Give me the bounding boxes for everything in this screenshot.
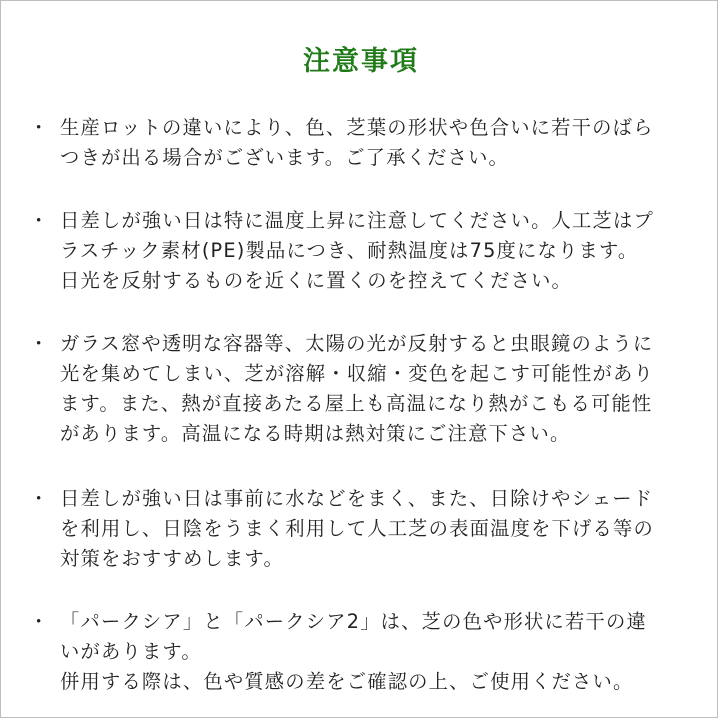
note-line: ラスチック素材(PE)製品につき、耐熱温度は75度になります。	[60, 239, 639, 262]
note-line: を利用し、日陰をうまく利用して人工芝の表面温度を下げる等の	[60, 517, 654, 540]
note-item	[29, 113, 699, 173]
note-line: 生産ロットの違いにより、色、芝葉の形状や色合いに若干のばら	[60, 116, 654, 139]
note-line: つきが出る場合がございます。ご了承ください。	[60, 146, 510, 169]
note-item	[29, 329, 699, 449]
bullet: ・	[29, 610, 50, 633]
note-item	[29, 206, 699, 296]
note-line: 日差しが強い日は特に温度上昇に注意してください。人工芝はプ	[60, 209, 654, 232]
note-text	[60, 329, 699, 449]
note-line: 光を集めてしまい、芝が溶解・収縮・変色を起こす可能性があり	[60, 362, 654, 385]
note-line: ガラス窓や透明な容器等、太陽の光が反射すると虫眼鏡のように	[60, 332, 654, 355]
note-line: があります。高温になる時期は熱対策にご注意下さい。	[60, 422, 571, 445]
page-title: 注意事項	[303, 46, 419, 77]
bullet: ・	[29, 332, 50, 355]
note-item	[29, 607, 699, 697]
bullet: ・	[29, 209, 50, 232]
note-line: 対策をおすすめします。	[60, 547, 284, 570]
bullet: ・	[29, 116, 50, 139]
note-line: ます。また、熱が直接あたる屋上も高温になり熱がこもる可能性	[60, 392, 653, 415]
bullet: ・	[29, 487, 50, 510]
note-item	[29, 484, 699, 574]
note-line: 日差しが強い日は事前に水などをまく、また、日除けやシェード	[60, 487, 654, 510]
note-text	[60, 206, 699, 296]
note-line: 併用する際は、色や質感の差をご確認の上、ご使用ください。	[60, 670, 634, 693]
note-text	[60, 607, 699, 697]
note-text	[60, 484, 699, 574]
note-text	[60, 113, 699, 173]
note-line: 「パークシア」と「パークシア2」は、芝の色や形状に若干の違	[60, 610, 647, 633]
note-line: 日光を反射するものを近くに置くのを控えてください。	[60, 269, 573, 292]
note-line: いがあります。	[60, 640, 202, 663]
